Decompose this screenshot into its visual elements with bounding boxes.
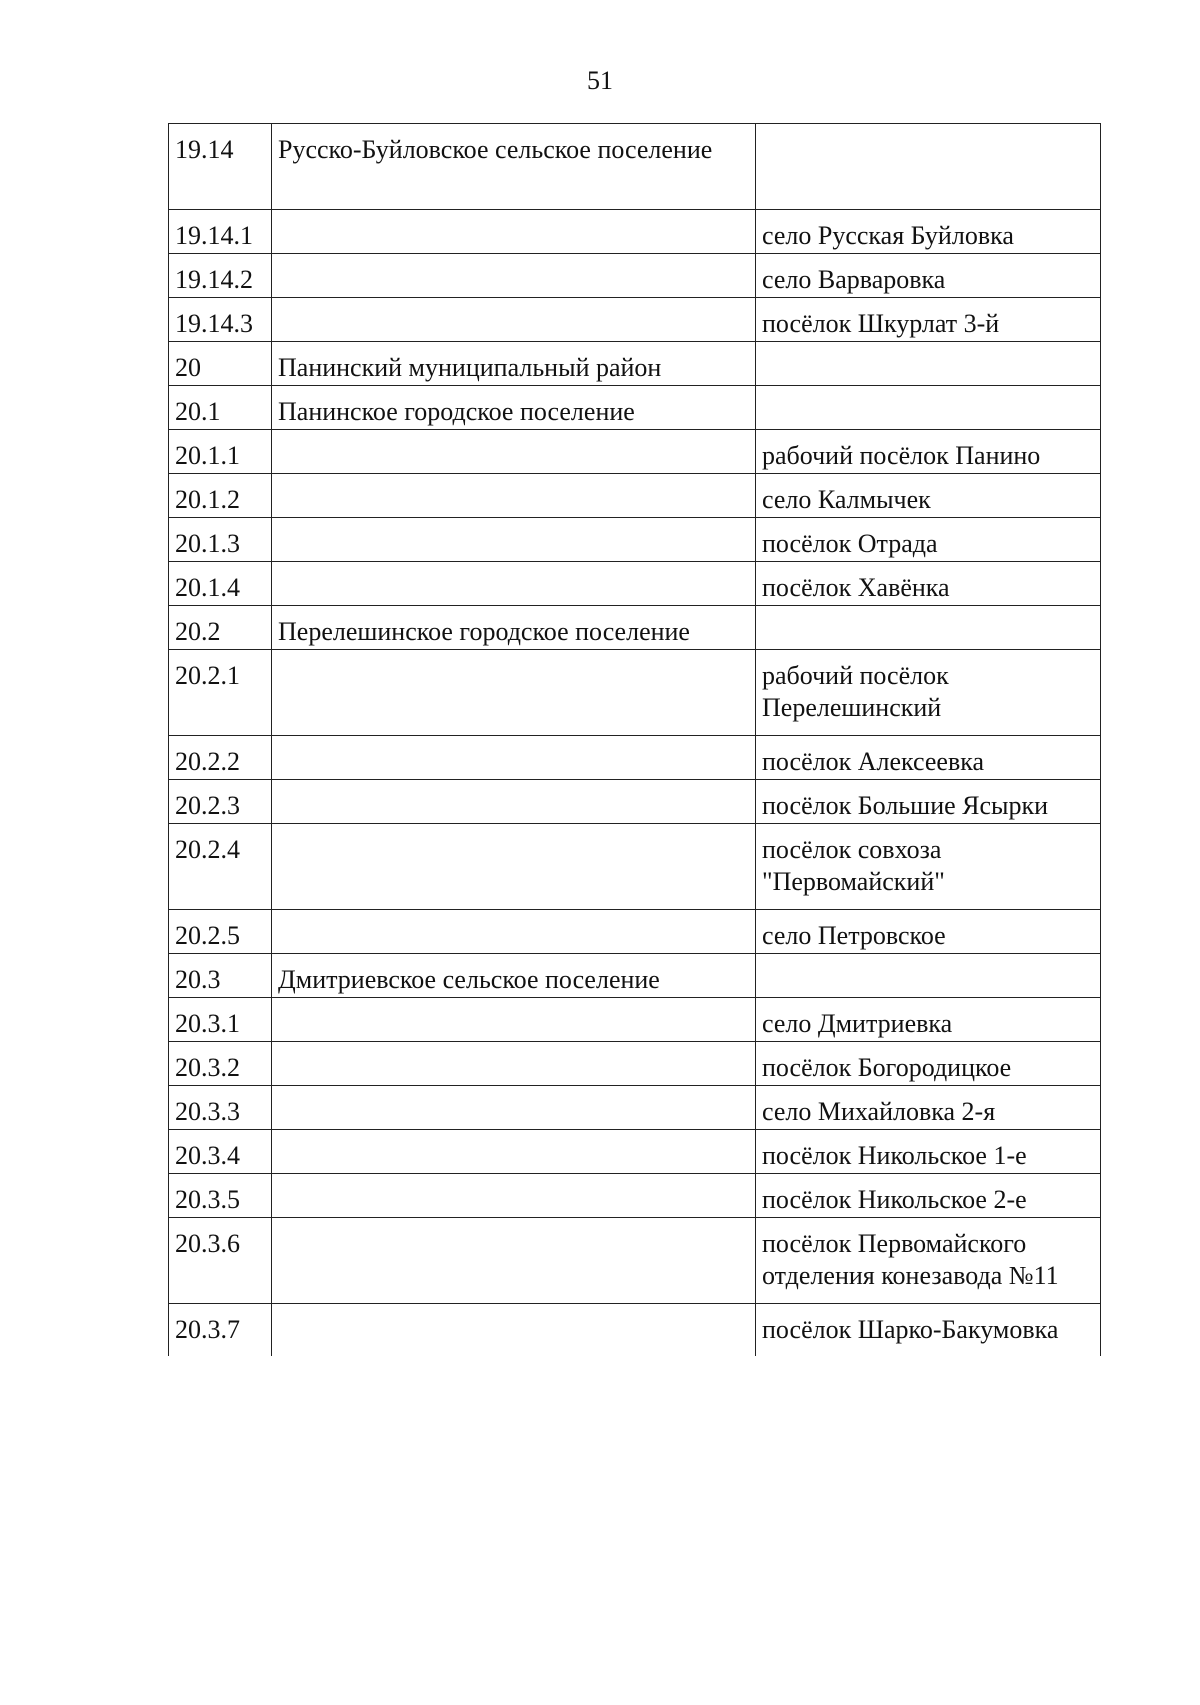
municipality-name [272, 430, 756, 474]
municipality-name: Панинский муниципальный район [272, 342, 756, 386]
row-number: 19.14 [169, 124, 272, 210]
table-row [169, 430, 1101, 474]
locality-name: посёлок Первомайского отделения конезавода №11 [756, 1218, 1101, 1304]
row-number: 20.1.2 [169, 474, 272, 518]
table-row [169, 474, 1101, 518]
row-number: 20.3 [169, 954, 272, 998]
row-number: 20.2 [169, 606, 272, 650]
locality-name: село Михайловка 2-я [756, 1086, 1101, 1130]
page-number: 51 [587, 66, 613, 95]
row-number: 20.2.4 [169, 824, 272, 910]
row-number: 19.14.3 [169, 298, 272, 342]
row-number: 20.3.4 [169, 1130, 272, 1174]
row-number: 20.3.5 [169, 1174, 272, 1218]
municipality-name: Дмитриевское сельское поселение [272, 954, 756, 998]
row-number: 20.3.7 [169, 1304, 272, 1356]
row-number: 20.2.3 [169, 780, 272, 824]
municipality-name [272, 298, 756, 342]
municipality-name [272, 736, 756, 780]
table-row [169, 342, 1101, 386]
table-row [169, 824, 1101, 910]
municipality-name [272, 518, 756, 562]
municipality-name [272, 910, 756, 954]
row-number: 20.2.1 [169, 650, 272, 736]
municipality-name: Перелешинское городское поселение [272, 606, 756, 650]
row-number: 20.2.2 [169, 736, 272, 780]
locality-name: посёлок Никольское 1-е [756, 1130, 1101, 1174]
table-row [169, 998, 1101, 1042]
table-row [169, 1218, 1101, 1304]
locality-name [756, 342, 1101, 386]
table-row [169, 780, 1101, 824]
locality-name: село Варваровка [756, 254, 1101, 298]
municipality-name: Панинское городское поселение [272, 386, 756, 430]
municipality-name [272, 1218, 756, 1304]
table-row [169, 124, 1101, 210]
table-row [169, 254, 1101, 298]
locality-name: посёлок Хавёнка [756, 562, 1101, 606]
locality-name [756, 954, 1101, 998]
locality-name: рабочий посёлок Панино [756, 430, 1101, 474]
table-row [169, 736, 1101, 780]
row-number: 20.3.6 [169, 1218, 272, 1304]
table-row [169, 1174, 1101, 1218]
locality-name: посёлок Большие Ясырки [756, 780, 1101, 824]
locality-name: посёлок Никольское 2-е [756, 1174, 1101, 1218]
locality-name: посёлок Алексеевка [756, 736, 1101, 780]
locality-name: рабочий посёлок Перелешинский [756, 650, 1101, 736]
locality-name: посёлок Шкурлат 3-й [756, 298, 1101, 342]
row-number: 20.1 [169, 386, 272, 430]
table-row [169, 1086, 1101, 1130]
table-row [169, 1042, 1101, 1086]
municipality-name [272, 650, 756, 736]
municipality-name [272, 474, 756, 518]
municipality-name [272, 780, 756, 824]
table-row [169, 210, 1101, 254]
table-row [169, 386, 1101, 430]
row-number: 20.1.3 [169, 518, 272, 562]
row-number: 20.3.2 [169, 1042, 272, 1086]
locality-name: село Калмычек [756, 474, 1101, 518]
row-number: 20.1.4 [169, 562, 272, 606]
row-number: 19.14.2 [169, 254, 272, 298]
table-row [169, 1130, 1101, 1174]
municipality-name: Русско-Буйловское сельское поселение [272, 124, 756, 210]
locality-name [756, 386, 1101, 430]
municipality-name [272, 1174, 756, 1218]
locality-name [756, 124, 1101, 210]
row-number: 20.1.1 [169, 430, 272, 474]
locality-name: село Дмитриевка [756, 998, 1101, 1042]
table-row [169, 650, 1101, 736]
locality-name: посёлок совхоза "Первомайский" [756, 824, 1101, 910]
municipality-name [272, 998, 756, 1042]
municipality-name [272, 1130, 756, 1174]
table-row [169, 1304, 1101, 1356]
municipality-name [272, 254, 756, 298]
locality-name: село Русская Буйловка [756, 210, 1101, 254]
table-row [169, 606, 1101, 650]
municipality-name [272, 824, 756, 910]
row-number: 20.3.1 [169, 998, 272, 1042]
locality-name: село Петровское [756, 910, 1101, 954]
table-row [169, 298, 1101, 342]
table-row [169, 954, 1101, 998]
row-number: 20.2.5 [169, 910, 272, 954]
municipality-name [272, 1042, 756, 1086]
locality-name: посёлок Отрада [756, 518, 1101, 562]
table-row [169, 562, 1101, 606]
table-row [169, 518, 1101, 562]
municipality-name [272, 1304, 756, 1356]
municipality-name [272, 562, 756, 606]
table-row [169, 910, 1101, 954]
row-number: 19.14.1 [169, 210, 272, 254]
locality-name: посёлок Шарко-Бакумовка [756, 1304, 1101, 1356]
municipality-name [272, 1086, 756, 1130]
row-number: 20.3.3 [169, 1086, 272, 1130]
municipality-name [272, 210, 756, 254]
locality-name [756, 606, 1101, 650]
settlements-table [168, 123, 1101, 1356]
locality-name: посёлок Богородицкое [756, 1042, 1101, 1086]
row-number: 20 [169, 342, 272, 386]
